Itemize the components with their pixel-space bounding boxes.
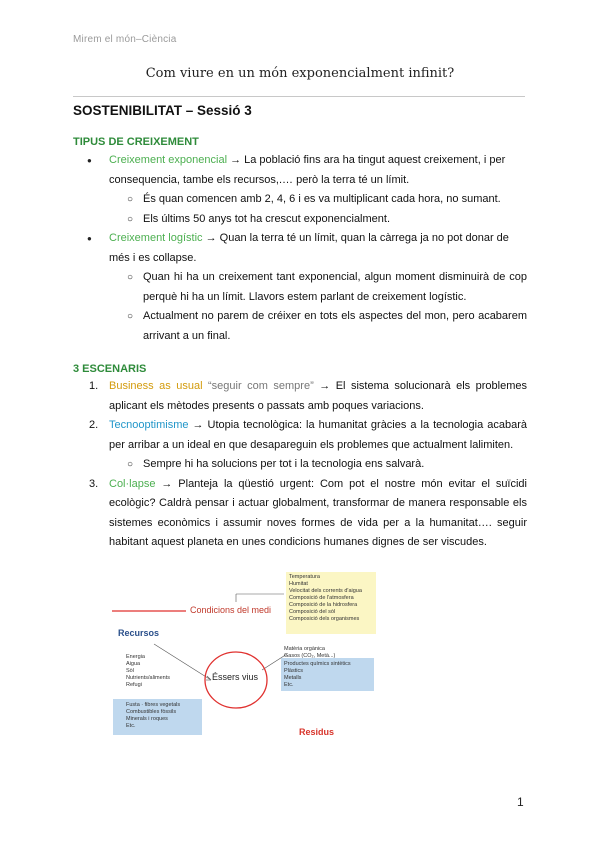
list-item: ● Creixement logístic → Quan la terra té un límit, quan la càrrega ja no pot donar de més i es collapse.: [73, 229, 527, 268]
recursos-list: Energia Aigua Sòl Nutrients/aliments Refugi: [126, 654, 171, 688]
list-item: 2. Tecnooptimisme → Utopia tecnològica: la humanitat gràcies a la tecnologia acabarà per arribar a un ideal en que desapareguin els problemes que actualment lalimiten.: [89, 419, 527, 451]
list-item: 1. Business as usual “seguir com sempre” → El sistema solucionarà els problemes aplicant els mètodes presents o passats amb poques variacions.: [89, 380, 527, 412]
condicions-list: Temperatura Humitat Velocitat dels corrents d'aigua Composició de l'atmosfera Composició de la hidrosfera Composició del sòl Composició dels organismes: [289, 574, 362, 622]
heading-tipus-creixement: TIPUS DE CREIXEMENT: [73, 136, 199, 148]
residus-label: Residus: [299, 727, 335, 737]
residus-list: Matèria orgànica Gasos (CO₂, Metà...): [284, 646, 336, 659]
list-item: ○ És quan comencen amb 2, 4, 6 i es va multiplicant cada hora, no sumant.: [73, 190, 527, 210]
term-logistic: Creixement logístic: [109, 232, 203, 244]
list-item: 3. Col·lapse → Planteja la qüestió urgent: Com pot el nostre món evitar el suïcidi ecològic? Caldrà pensar i actuar globalment, transformar de manera responsable els sistemes econòmics i assumir noves formes de vida per a la humanitat…. seguir habitant aquest planeta en unes condicions humanes dignes de ser viscudes.: [89, 477, 527, 548]
running-header: Mirem el món–Ciència: [73, 34, 177, 45]
document-title: Com viure en un món exponencialment infinit?: [145, 66, 455, 81]
escenaris-list: [73, 377, 527, 553]
title-divider: [73, 96, 525, 97]
ecosystem-diagram: [112, 570, 382, 742]
recursos-label: Recursos: [118, 628, 160, 638]
term-business-as-usual: Business as usual: [109, 380, 203, 392]
recursos-box-list: Fusta · fibres vegetals Combustibles fòssils Minerals i roques Etc.: [126, 702, 181, 729]
list-item: ○ Sempre hi ha solucions per tot i la tecnologia ens salvarà.: [73, 455, 527, 475]
list-item: ● Creixement exponencial → La població fins ara ha tingut aquest creixement, i per consequencia, tambe els recursos,.… però la terra té un límit.: [73, 151, 527, 190]
section-title: SOSTENIBILITAT – Sessió 3: [73, 103, 252, 118]
list-item: ○ Actualment no parem de créixer en tots els aspectes del mon, pero acabarem arrivant a un final.: [73, 307, 527, 346]
term-exponencial: Creixement exponencial: [109, 154, 228, 166]
tipus-creixement-list: [73, 151, 527, 346]
list-item: ○ Els últims 50 anys tot ha crescut exponencialment.: [73, 210, 527, 230]
term-tecnooptimisme: Tecnooptimisme: [109, 419, 189, 431]
list-item: ○ Quan hi ha un creixement tant exponencial, algun moment disminuirà de cop perquè hi ha un límit. Llavors estem parlant de creixement logístic.: [73, 268, 527, 307]
heading-escenaris: 3 ESCENARIS: [73, 363, 147, 375]
page-number: 1: [517, 795, 524, 809]
essers-vius-label: Éssers vius: [212, 672, 259, 682]
term-collapse: Col·lapse: [109, 477, 156, 490]
condicions-label: Condicions del medi: [190, 605, 272, 615]
residus-box-list: Productes químics sintètics Plàstics Metalls Etc.: [284, 661, 351, 688]
